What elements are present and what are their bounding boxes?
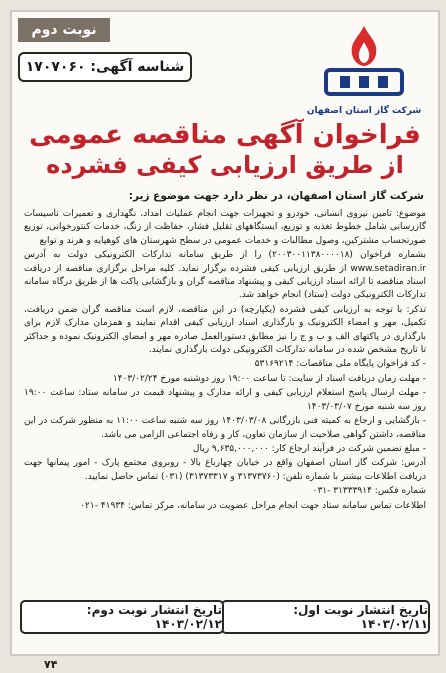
- paragraph-support: اطلاعات تماس سامانه ستاد جهت انجام مراحل عضویت در سامانه، مرکز تماس: ۴۱۹۳۴ -۰۲۱: [80, 500, 426, 511]
- title-line-2: از طریق ارزیابی کیفی فشرده: [46, 151, 404, 180]
- notice-title: [12, 120, 438, 180]
- paragraph-address: آدرس: شرکت گاز استان اصفهان واقع در خیابان چهارباغ بالا - روبروی مجتمع پارک - امور پیمانها جهت دریافت اطلاعات بیشتر با شماره تلفن: (۳۱۳۷۳۷۶۰ و ۳۱۳۷۳۳۱۷) (۰۳۱) تماس حاصل نمایید.: [24, 458, 426, 482]
- second-publication-date: تاریخ انتشار نوبت دوم: ۱۴۰۳/۰۲/۱۲: [20, 600, 224, 634]
- publication-round-badge: نوبت دوم: [18, 18, 110, 42]
- paragraph-submit-deadline: - مهلت ارسال پاسخ استعلام ارزیابی کیفی و ارائه مدارک و پیشنهاد قیمت در سامانه ستاد: ساعت ۱۹:۰۰ روز سه شنبه مورخ ۱۴۰۳/۰۳/۰۷: [24, 388, 426, 412]
- title-line-1: فراخوان آگهی مناقصه عمومی: [29, 120, 421, 150]
- paragraph-note: تذکر: با توجه به ارزیابی کیفی فشرده (یکپارچه) در این مناقصه، لازم است مناقصه گران ضمن دریافت، تکمیل، مهر و امضاء الکترونیک و بارگذاری اسناد ارزیابی کیفی اقدام نمایند و همزمان مدارک لازم برای بارگذاری در پاکتهای الف و ب و ج را نیز مطابق دستورالعمل صادره مهر و امضای الکترونیک نموده و حداکثر تا تاریخ مشخص شده در سامانه تدارکات الکترونیکی دولت بارگذاری نمایند.: [24, 304, 426, 356]
- flame-logo-icon: [304, 20, 424, 100]
- first-publication-date: تاریخ انتشار نوبت اول: ۱۴۰۳/۰۲/۱۱: [221, 600, 430, 634]
- intro-text: شرکت گاز استان اصفهان، در نظر دارد جهت موضوع زیر:: [128, 190, 424, 202]
- gas-company-logo: [304, 20, 424, 120]
- ad-number-box: شناسه آگهی: ۱۷۰۷۰۶۰: [18, 52, 192, 82]
- page-number: ۷۴: [44, 658, 58, 671]
- paragraph-fax: شماره فکس: ۳۱۳۳۳۹۱۴ -۰۳۱: [312, 486, 426, 497]
- paragraph-call-number: بشماره فراخوان (۲۰۰۳۰۰۱۱۳۸۰۰۰۰۱۸) را از طریق سامانه تدارکات الکترونیکی دولت به آدرس www.setadiran.ir از طریق ارزیابی کیفی فشرده برگزار نماید. کلیه مراحل برگزاری مناقصه از دریافت اسناد مناقصه تا ارائه اسناد ارزیابی کیفی و پیشنهاد مناقصه گران و بازگشایی پاکت ها از طریق درگاه سامانه تدارکات الکترونیکی دولت (ستاد) انجام خواهد شد.: [24, 250, 426, 301]
- paragraph-subject: موضوع: تامین نیروی انسانی، خودرو و تجهیزات جهت انجام عملیات امداد، نگهداری و تعمیرات تأسیسات گازرسانی شامل خطوط تغذیه و توزیع، ایستگاههای تقلیل فشار، حفاظت از زنگ، خدمات کنتورخوانی، توزیع صورتحساب مشترکین، وصول مطالبات و خدمات عمومی در سطح شهرستان های کوهپایه و هرند و توابع: [24, 209, 426, 246]
- paragraph-receive-deadline: - مهلت زمان دریافت اسناد از سایت: تا ساعت ۱۹:۰۰ روز دوشنبه مورخ ۱۴۰۳/۰۲/۲۴: [112, 373, 426, 384]
- logo-company-name: شرکت گاز استان اصفهان: [306, 106, 422, 116]
- paragraph-guarantee: - مبلغ تضمین شرکت در فرآیند ارجاع کار: ۹,۶۳۵,۰۰۰,۰۰۰ ریال: [192, 443, 426, 454]
- paragraph-tender-code: - کد فراخوان پایگاه ملی مناقصات: ۵۳۱۶۹۲۱۴: [254, 359, 426, 370]
- tender-notice-card: [10, 10, 440, 656]
- paragraph-opening: - بازگشایی و ارجاع به کمیته فنی بازرگانی ۱۴۰۳/۰۳/۰۸ روز سه شنبه ساعت ۱۱:۰۰ به منظور شرکت در این مناقصه، داشتن گواهی صلاحیت از سازمان تعاون، کار و رفاه اجتماعی الزامی می باشد.: [24, 416, 426, 440]
- notice-body: [24, 208, 426, 584]
